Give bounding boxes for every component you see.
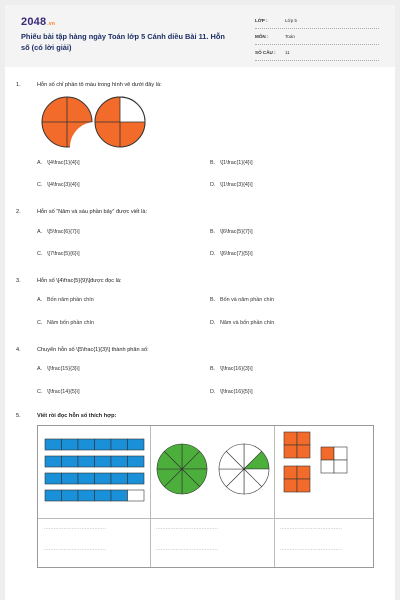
bar-cell — [78, 473, 95, 484]
option-text: \[\frac{15}{3}\] — [47, 366, 80, 372]
bar-cell — [45, 473, 62, 484]
meta-label: LỚP : — [255, 18, 268, 23]
bar-cell — [95, 456, 112, 467]
answer-blank[interactable]: ...................................... — [156, 526, 219, 531]
square-cell — [284, 466, 297, 479]
bar-cell — [45, 490, 62, 501]
square-cell — [334, 447, 347, 460]
question-number: 1. — [16, 82, 21, 88]
option-text: \[1\frac{3}{4}\] — [220, 182, 253, 188]
wheel-partial — [219, 444, 269, 494]
table-divider — [38, 518, 373, 519]
option-4b[interactable]: B. \[\frac{16}{3}\] — [210, 366, 253, 372]
option-1b[interactable]: B. \[1\frac{1}{4}\] — [210, 160, 253, 166]
option-1a[interactable]: A. \[4\frac{1}{4}\] — [37, 160, 80, 166]
bar-cell — [95, 490, 112, 501]
bar-cell — [78, 456, 95, 467]
square-grid-bottom — [284, 466, 310, 492]
bar-cell — [45, 439, 62, 450]
square-cell — [297, 445, 310, 458]
table-divider — [274, 426, 275, 567]
question-text: Hỗn số “Năm và sáu phần bảy” được viết là: — [37, 209, 148, 215]
square-cell — [321, 447, 334, 460]
q1-circles-figure — [40, 95, 150, 150]
answer-blank[interactable]: ...................................... — [280, 526, 343, 531]
option-text: \[5\frac{6}{7}\] — [47, 229, 80, 235]
logo-main: 2048 — [21, 16, 47, 28]
square-cell — [284, 432, 297, 445]
worksheet-header — [5, 5, 395, 67]
question-number: 3. — [16, 278, 21, 284]
square-cell — [334, 460, 347, 473]
option-3b[interactable]: B. Bốn và năm phần chín — [210, 297, 274, 303]
option-2a[interactable]: A. \[5\frac{6}{7}\] — [37, 229, 80, 235]
square-cell — [284, 445, 297, 458]
bar-cell — [128, 439, 145, 450]
meta-value: Lớp 5 — [285, 18, 297, 23]
bar-cell — [111, 490, 128, 501]
meta-value: Toán — [285, 34, 295, 39]
answer-blank[interactable]: ...................................... — [156, 547, 219, 552]
option-3c[interactable]: C. Năm bốn phần chín — [37, 320, 95, 326]
bars-figure — [44, 436, 148, 508]
option-text: \[1\frac{1}{4}\] — [220, 160, 253, 166]
bar-cell — [45, 456, 62, 467]
square-cell — [284, 479, 297, 492]
square-grid-top — [284, 432, 310, 458]
bar-cell — [111, 439, 128, 450]
option-1c[interactable]: C. \[4\frac{3}{4}\] — [37, 182, 80, 188]
bar-cell — [111, 473, 128, 484]
option-text: \[7\frac{5}{6}\] — [47, 251, 80, 257]
answer-blank[interactable]: ...................................... — [280, 547, 343, 552]
question-text: Hỗn số chỉ phần tô màu trong hình vẽ dưới đây là: — [37, 82, 162, 88]
option-2d[interactable]: D. \[6\frac{7}{5}\] — [210, 251, 253, 257]
wheel-full — [157, 444, 207, 494]
option-3d[interactable]: D. Năm và bốn phần chín — [210, 320, 275, 326]
option-text: \[\frac{16}{3}\] — [220, 366, 253, 372]
bar-cell — [111, 456, 128, 467]
question-number: 4. — [16, 347, 21, 353]
bar-cell — [128, 490, 145, 501]
bar-cell — [128, 456, 145, 467]
meta-label: MÔN : — [255, 34, 269, 39]
square-grid-partial — [321, 447, 347, 473]
question-number: 2. — [16, 209, 21, 215]
bar-cell — [95, 473, 112, 484]
table-divider — [150, 426, 151, 567]
bar-cell — [62, 490, 79, 501]
option-2b[interactable]: B. \[6\frac{5}{7}\] — [210, 229, 253, 235]
bar-cell — [78, 490, 95, 501]
option-4c[interactable]: C. \[\frac{14}{5}\] — [37, 389, 80, 395]
option-2c[interactable]: C. \[7\frac{5}{6}\] — [37, 251, 80, 257]
question-text: Hỗn số \[4\frac{5}{9}\]được đọc là: — [37, 278, 122, 284]
answer-blank[interactable]: ...................................... — [44, 526, 107, 531]
option-text: \[4\frac{3}{4}\] — [47, 182, 80, 188]
option-text: \[6\frac{5}{7}\] — [220, 229, 253, 235]
wheels-figure — [154, 441, 272, 497]
option-text: Năm bốn phần chín — [47, 320, 95, 326]
squares-figure — [278, 430, 374, 516]
page-title: Phiếu bài tập hàng ngày Toán lớp 5 Cánh diều Bài 11. Hỗn số (có lời giải) — [21, 32, 225, 52]
bar-cell — [95, 439, 112, 450]
q5-figure-table — [37, 425, 374, 568]
square-cell — [297, 466, 310, 479]
bar-cell — [62, 439, 79, 450]
bar-cell — [128, 473, 145, 484]
square-cell — [297, 432, 310, 445]
option-3a[interactable]: A. Bốn năm phần chín — [37, 297, 94, 303]
question-number: 5. — [16, 413, 21, 419]
option-4d[interactable]: D. \[\frac{16}{5}\] — [210, 389, 253, 395]
square-cell — [297, 479, 310, 492]
question-text: Viết rồi đọc hỗn số thích hợp: — [37, 413, 117, 419]
option-text: Năm và bốn phần chín — [220, 320, 275, 326]
meta-value: 11 — [285, 50, 290, 55]
option-text: \[\frac{16}{5}\] — [220, 389, 253, 395]
site-logo[interactable] — [21, 16, 55, 28]
option-4a[interactable]: A. \[\frac{15}{3}\] — [37, 366, 80, 372]
option-1d[interactable]: D. \[1\frac{3}{4}\] — [210, 182, 253, 188]
meta-row-subject — [255, 31, 379, 45]
bar-cell — [62, 456, 79, 467]
option-text: Bốn và năm phần chín — [220, 297, 274, 303]
bar-cell — [78, 439, 95, 450]
option-text: \[\frac{14}{5}\] — [47, 389, 80, 395]
square-cell — [321, 460, 334, 473]
option-text: \[4\frac{1}{4}\] — [47, 160, 80, 166]
meta-row-class — [255, 15, 379, 29]
bar-cell — [62, 473, 79, 484]
meta-label: SỐ CÂU : — [255, 50, 276, 55]
meta-row-count — [255, 47, 379, 61]
answer-blank[interactable]: ...................................... — [44, 547, 107, 552]
option-text: \[6\frac{7}{5}\] — [220, 251, 253, 257]
logo-suffix: .vn — [47, 21, 56, 27]
worksheet-meta — [255, 15, 379, 63]
option-text: Bốn năm phần chín — [47, 297, 94, 303]
question-text: Chuyển hỗn số \[5\frac{1}{3}\] thành phân số: — [37, 347, 149, 353]
